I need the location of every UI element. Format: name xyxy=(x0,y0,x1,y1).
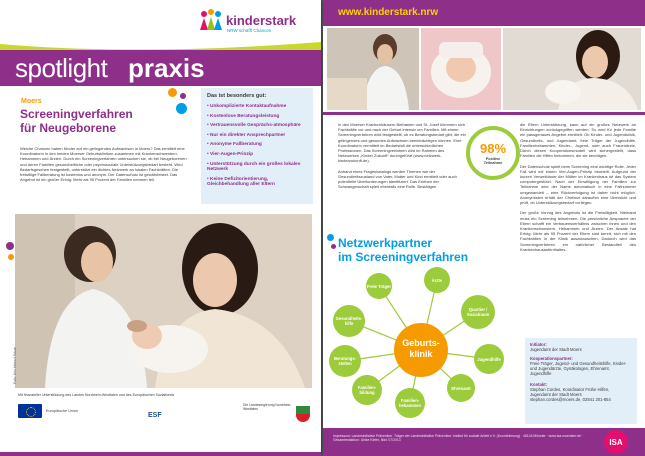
logo-figures-icon xyxy=(198,8,224,34)
feature-box xyxy=(201,88,313,204)
title-praxis: praxis xyxy=(128,53,205,83)
photo-mother xyxy=(503,28,641,110)
site-url[interactable]: www.kinderstark.nrw xyxy=(338,7,439,18)
photo-illustration xyxy=(327,28,419,110)
eu-flag-icon xyxy=(18,404,42,418)
article-headline-2: für Neugeborene xyxy=(20,121,117,135)
isa-logo xyxy=(604,430,628,454)
network-diagram xyxy=(323,264,523,424)
imprint-text: Impressum: Landesinitiative Prävention. Träger der Landesinitiative Prävention: Institut für soziale Arbeit e.V. (Koordinierung) · 48143 Münster · www.isa-muenster.de · Gesamtredaktion: Ulrike Kiefer, Bild: 07/2013 xyxy=(333,434,583,443)
title-spotlight: spotlight xyxy=(15,53,108,83)
body-col-1: In den Moerser Krankenhäusern Bethanien und St. Josef kümmern sich Fachkräfte vor und nach der Geburt intensiv um Familien. Mit einem Screeningverfahren wird festgestellt, ob es Beratungsbedarf gibt, die ein gelingendes und gesundes Aufwachsen beeinträchtigen können. Eine Koordinatorin vermittelt im Bedarfsfall die unterschiedlichen Professionen. Das Screeningverfahren wird im Rahmen des Netzwerkes „Kinder Zukunft“ durchgeführt (www.netzwerk-kinderzukunft.de). Anhand eines Fragenkatalogs werden Themen wie der Gesundheitszustand von Vater, Mutter und Kind ermittelt oder auch potentielle Überforderungen identifiziert. Das Erleben der Schwangerschaft spielt ebenfalls eine Rolle. Bestätigen xyxy=(338,122,466,190)
partner-bubble: Quartier / Sozialraum xyxy=(461,295,495,329)
contact-line: Jugendamt der Stadt Moers xyxy=(530,392,582,397)
feature-item: • Unkomplizierte Kontaktaufnahme xyxy=(207,104,287,109)
main-photo xyxy=(15,214,312,388)
feature-item-text: Vier-Augen-Prinzip xyxy=(210,151,254,157)
partner-bubble: Familien-bildung xyxy=(352,375,382,405)
isa-label: ISA xyxy=(609,437,623,447)
purple-rule xyxy=(323,112,645,115)
title-band xyxy=(0,50,321,86)
eu-label: Europäische Union xyxy=(46,409,79,413)
feature-heading: Das ist besonders gut: xyxy=(207,93,267,99)
feature-item: • Anonyme Fallberatung xyxy=(207,142,262,148)
article-location: Moers xyxy=(21,98,42,105)
initiator-label: Initiator: xyxy=(530,342,547,347)
partners-value: Freie Träger, Jugend- und Gesundheitshilfe, Kinder- und Jugendärzte, Gynäkologen, Ehrenamt, Jugendhilfe xyxy=(530,361,627,376)
network-title-1: Netzwerkpartner xyxy=(338,236,433,250)
article-body: Welche Chancen haben Kinder auf ein gelingendes Aufwachsen in Moers? Das ermittelt eine Koordinatorin in den beiden Moerser Geburtskliniken zusammen mit Krankenschwestern, Hebammen und Ärzten. Durch ein Screeningverfahren untersuchen sie, ob bei Neugeborenen und deren Familien gesundheitliche oder psychosoziale Unterstützungsbedarf besteht. Wird Bedarfsgesehen festgestellt, unterstützt ein dichtes Netzwerk an lokalen Fachkräften. Die freiwillige Fallberatung ist kostenlos und anonym. Der Datenschutz ist gewährleistet. Das Angebot ist ein großer Erfolg: Mehr als 95 Prozent der Familien nehmen teil. xyxy=(20,146,187,183)
feature-item: • Keine Defizitorientierung, Gleichbehandlung aller Eltern xyxy=(207,176,275,188)
photo-credit: Foto: Kris Hebers Bäum xyxy=(13,346,17,384)
stat-value: 98% xyxy=(479,141,507,156)
photo-illustration xyxy=(421,28,501,110)
feature-item-text: Nur ein direkter Ansprechpartner xyxy=(210,132,286,138)
brand-name: kinderstark xyxy=(226,13,297,28)
deco-dot-purple xyxy=(331,244,336,249)
esf-logo xyxy=(148,404,168,418)
feature-item-text: Vertrauensvolle Gesprächs-atmosphäre xyxy=(210,123,301,129)
partner-bubble: Familien-hebammen xyxy=(395,388,425,418)
left-page xyxy=(0,0,321,456)
network-title-2: im Screeningverfahren xyxy=(338,250,469,264)
feature-item-text: Anonyme Fallberatung xyxy=(209,142,262,148)
feature-item: • Vertrauensvolle Gesprächs-atmosphäre xyxy=(207,123,301,129)
brand-tagline: NRW schafft Chancen xyxy=(227,28,272,33)
footer-band xyxy=(323,428,645,456)
photo-hospital xyxy=(327,28,419,110)
deco-dot-blue xyxy=(327,234,334,241)
deco-dot-orange xyxy=(168,88,177,97)
partner-bubble: Beratungs-stellen xyxy=(329,345,361,377)
contact-label: Kontakt: xyxy=(530,382,547,387)
contact-line: Stephan Cordes, Koordinator Frühe Hilfen, xyxy=(530,387,610,392)
partners-label: Kooperationspartner: xyxy=(530,356,573,361)
partner-bubble: Ehrenamt xyxy=(447,374,475,402)
feature-item-text: Unterstützung durch ein großes lokales Netzwerk xyxy=(207,161,301,173)
photo-illustration xyxy=(15,214,312,388)
center-label-1: Geburts- xyxy=(402,338,440,348)
state-text: Die Landesregierung Nordrhein-Westfalen xyxy=(243,403,292,412)
bottom-bar xyxy=(0,452,321,456)
photo-illustration xyxy=(503,28,641,110)
deco-dot-orange xyxy=(8,254,14,260)
center-bubble xyxy=(394,323,448,377)
feature-item-text: Unkomplizierte Kontaktaufnahme xyxy=(210,104,287,109)
body-col-2: die Eltern Unterstützung, kann auf ein großes Netzwerk an Einrichtungen zurückgegriffen werden. So wird für jede Familie ein passgenaues Angebot ermittelt: Ob Kinder- und Jugendklinik, Gesundheits- und Jugendamt, freie Träger der Jugendhilfe, Familienhebammen, Kinder-, Jugend- oder auch Frauenärzte. Durch diesen Kooperationsmodell wird sichergestellt, dass Familien die Hilfen bekommen, die sie benötigen. Der Datenschutz spielt beim Screening eine wichtige Rolle. Jeder Fall wird mit einem Vier-Augen-Prinzip beurteilt. Aufgrund der kurzen Verweildauer der Mütter im Krankenhaus ist das System computergestützt. Nach der Einwilligung der Familien zur Teilnahme wird der Name automatisch in eine Fallnummer umgewandelt – eine Rückverfolgung ist daher nicht möglich. Anonymisiert erhält der Chefarzt daraufhin eine Übersicht und prüft, ob Unterstützungsbedarf vorliegen. Der große Vorzug des Angebots ist die Freiwilligkeit. Niemand muss ein Screening teilnehmen. Die persönliche Ansprache der Eltern schafft ein Vertrauensverhältnis zwischen ihnen und den Krankenschwestern, Hebammen und Ärzten. Der Ansatz hat Erfolg: Mehr als 95 Prozent der Eltern sind bereit, sich mit den Fachkräften in der Klinik auszutauschen. Dadurch wird das Screeningverfahren ein natürlicher Bestandteil des Krankenhausaufenthaltes. xyxy=(520,122,636,252)
deco-dot-purple xyxy=(6,242,14,250)
feature-item: • Kostenlose Beratungsleistung xyxy=(207,113,280,119)
contact-line[interactable]: stephan.cordes@moers.de, 02841 201-854 xyxy=(530,397,611,402)
right-page xyxy=(323,0,645,456)
nrw-crest-icon xyxy=(296,406,310,422)
deco-dot-purple xyxy=(180,93,186,99)
initiator-value: Jugendamt der Stadt Moers xyxy=(530,347,582,352)
partner-bubble: Freie Träger xyxy=(366,273,392,299)
deco-dot-blue xyxy=(176,103,187,114)
esf-label: ESF xyxy=(148,412,162,419)
funding-text: Mit finanzieller Unterstützung des Landes Nordrhein-Westfalen und des Europäischen Sozialfonds xyxy=(18,393,175,397)
top-purple-band xyxy=(323,0,645,26)
stat-label: Positive Teilnahme xyxy=(483,157,503,166)
partner-bubble: Jugendhilfe xyxy=(474,344,504,374)
contact-box xyxy=(525,338,637,424)
feature-item: • Unterstützung durch ein großes lokales Netzwerk xyxy=(207,161,301,173)
partner-bubble: Ärzte xyxy=(424,267,450,293)
article-headline-1: Screeningverfahren xyxy=(20,107,133,121)
feature-item-text: Kostenlose Beratungsleistung xyxy=(210,113,280,119)
photo-baby xyxy=(421,28,501,110)
feature-item-text: Keine Defizitorientierung, Gleichbehandlung aller Eltern xyxy=(207,176,275,188)
partner-bubble: Gesundheits-hilfe xyxy=(333,305,365,337)
feature-item: • Vier-Augen-Prinzip xyxy=(207,151,254,157)
feature-list xyxy=(207,104,309,192)
center-label-2: klinik xyxy=(409,349,433,359)
feature-item: • Nur ein direkter Ansprechpartner xyxy=(207,132,286,138)
stat-ring xyxy=(466,126,520,180)
